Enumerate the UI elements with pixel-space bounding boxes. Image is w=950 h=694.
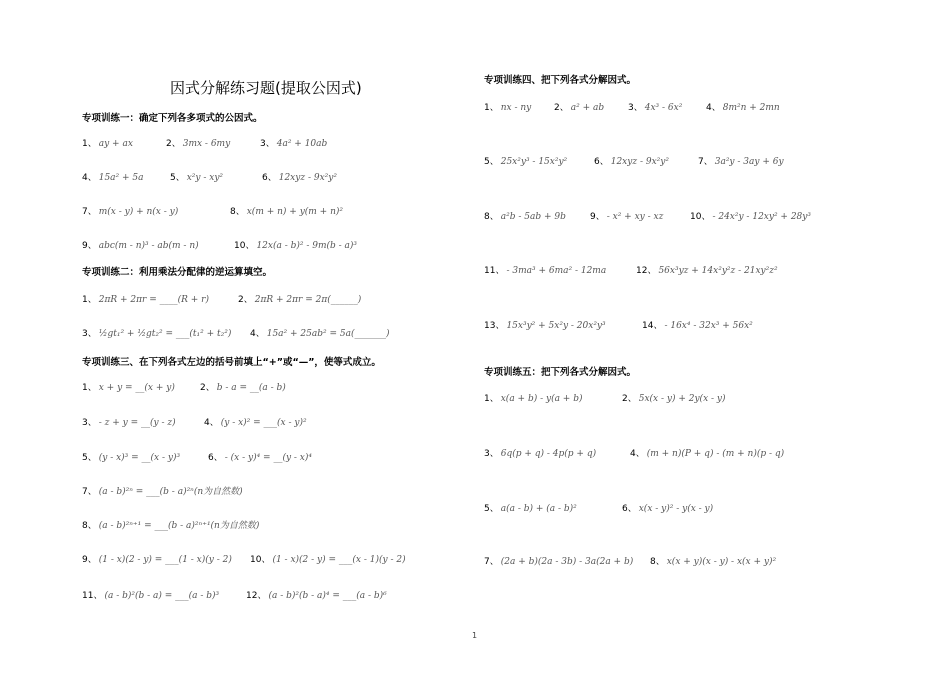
exercise-item: 6、 - (x - y)⁴ = __(y - x)⁴ bbox=[208, 453, 313, 463]
section-1-heading: 专项训练一：确定下列各多项式的公因式。 bbox=[82, 113, 263, 124]
exercise-item: 4、 (y - x)² = ___(x - y)² bbox=[204, 418, 307, 428]
exercise-item: 1、 nx - ny bbox=[484, 103, 532, 113]
exercise-item: 9、 abc(m - n)³ - ab(m - n) bbox=[82, 241, 199, 251]
exercise-item: 5、 a(a - b) + (a - b)² bbox=[484, 504, 577, 514]
section-2-heading: 专项训练二：利用乘法分配律的逆运算填空。 bbox=[82, 267, 273, 278]
exercise-item: 10、 - 24x²y - 12xy² + 28y³ bbox=[690, 212, 811, 222]
exercise-item: 3、 - z + y = __(y - z) bbox=[82, 418, 176, 428]
exercise-item: 8、 (a - b)²ⁿ⁺¹ = ___(b - a)²ⁿ⁺¹(n为自然数) bbox=[82, 521, 260, 531]
section-5-heading: 专项训练五：把下列各式分解因式。 bbox=[484, 367, 637, 378]
exercise-item: 8、 a²b - 5ab + 9b bbox=[484, 212, 566, 222]
exercise-item: 7、 (2a + b)(2a - 3b) - 3a(2a + b) bbox=[484, 557, 634, 567]
exercise-item: 9、 (1 - x)(2 - y) = ___(1 - x)(y - 2) bbox=[82, 555, 232, 565]
exercise-item: 4、 8m²n + 2mn bbox=[706, 103, 780, 113]
exercise-item: 2、 2πR + 2πr = 2π(______) bbox=[238, 295, 362, 305]
exercise-item: 7、 (a - b)²ⁿ = ___(b - a)²ⁿ(n为自然数) bbox=[82, 487, 243, 497]
section-4-heading: 专项训练四、把下列各式分解因式。 bbox=[484, 75, 637, 86]
exercise-item: 5、 (y - x)³ = __(x - y)³ bbox=[82, 453, 181, 463]
exercise-item: 3、 4a² + 10ab bbox=[260, 139, 328, 149]
exercise-item: 12、 56x³yz + 14x²y²z - 21xy²z² bbox=[636, 266, 778, 276]
exercise-item: 2、 a² + ab bbox=[554, 103, 605, 113]
exercise-item: 1、 x + y = __(x + y) bbox=[82, 383, 175, 393]
exercise-item: 10、 (1 - x)(2 - y) = ___(x - 1)(y - 2) bbox=[250, 555, 406, 565]
exercise-item: 6、 x(x - y)² - y(x - y) bbox=[622, 504, 714, 514]
exercise-item: 7、 m(x - y) + n(x - y) bbox=[82, 207, 179, 217]
exercise-item: 2、 3mx - 6my bbox=[166, 139, 231, 149]
exercise-item: 1、 2πR + 2πr = ____(R + r) bbox=[82, 295, 209, 305]
exercise-item: 3、 6q(p + q) - 4p(p + q) bbox=[484, 449, 597, 459]
exercise-item: 4、 15a² + 25ab² = 5a(_______) bbox=[250, 329, 390, 339]
exercise-item: 12、 (a - b)²(b - a)⁴ = ___(a - b)⁶ bbox=[246, 591, 387, 601]
exercise-item: 3、 4x³ - 6x² bbox=[628, 103, 683, 113]
page-title: 因式分解练习题(提取公因式) bbox=[170, 79, 362, 97]
exercise-item: 4、 15a² + 5a bbox=[82, 173, 144, 183]
exercise-item: 14、 - 16x⁴ - 32x³ + 56x² bbox=[642, 321, 753, 331]
exercise-item: 2、 5x(x - y) + 2y(x - y) bbox=[622, 394, 726, 404]
exercise-item: 1、 ay + ax bbox=[82, 139, 133, 149]
exercise-item: 6、 12xyz - 9x²y² bbox=[594, 157, 669, 167]
exercise-item: 5、 25x²y³ - 15x²y² bbox=[484, 157, 568, 167]
exercise-item: 8、 x(x + y)(x - y) - x(x + y)² bbox=[650, 557, 777, 567]
exercise-item: 11、 - 3ma³ + 6ma² - 12ma bbox=[484, 266, 607, 276]
exercise-item: 1、 x(a + b) - y(a + b) bbox=[484, 394, 583, 404]
page-number: 1 bbox=[472, 631, 478, 640]
exercise-item: 2、 b - a = __(a - b) bbox=[200, 383, 286, 393]
exercise-item: 3、 ½gt₁² + ½gt₂² = ___(t₁² + t₂²) bbox=[82, 329, 232, 339]
exercise-item: 6、 12xyz - 9x²y² bbox=[262, 173, 337, 183]
exercise-item: 7、 3a²y - 3ay + 6y bbox=[698, 157, 784, 167]
exercise-item: 13、 15x³y² + 5x²y - 20x²y³ bbox=[484, 321, 606, 331]
exercise-item: 4、 (m + n)(P + q) - (m + n)(p - q) bbox=[630, 449, 785, 459]
section-3-heading: 专项训练三、在下列各式左边的括号前填上“+”或“—”，使等式成立。 bbox=[82, 357, 381, 368]
exercise-item: 10、 12x(a - b)² - 9m(b - a)³ bbox=[234, 241, 358, 251]
exercise-item: 9、 - x² + xy - xz bbox=[590, 212, 664, 222]
exercise-item: 5、 x²y - xy² bbox=[170, 173, 224, 183]
exercise-item: 8、 x(m + n) + y(m + n)² bbox=[230, 207, 343, 217]
exercise-item: 11、 (a - b)²(b - a) = ___(a - b)³ bbox=[82, 591, 220, 601]
